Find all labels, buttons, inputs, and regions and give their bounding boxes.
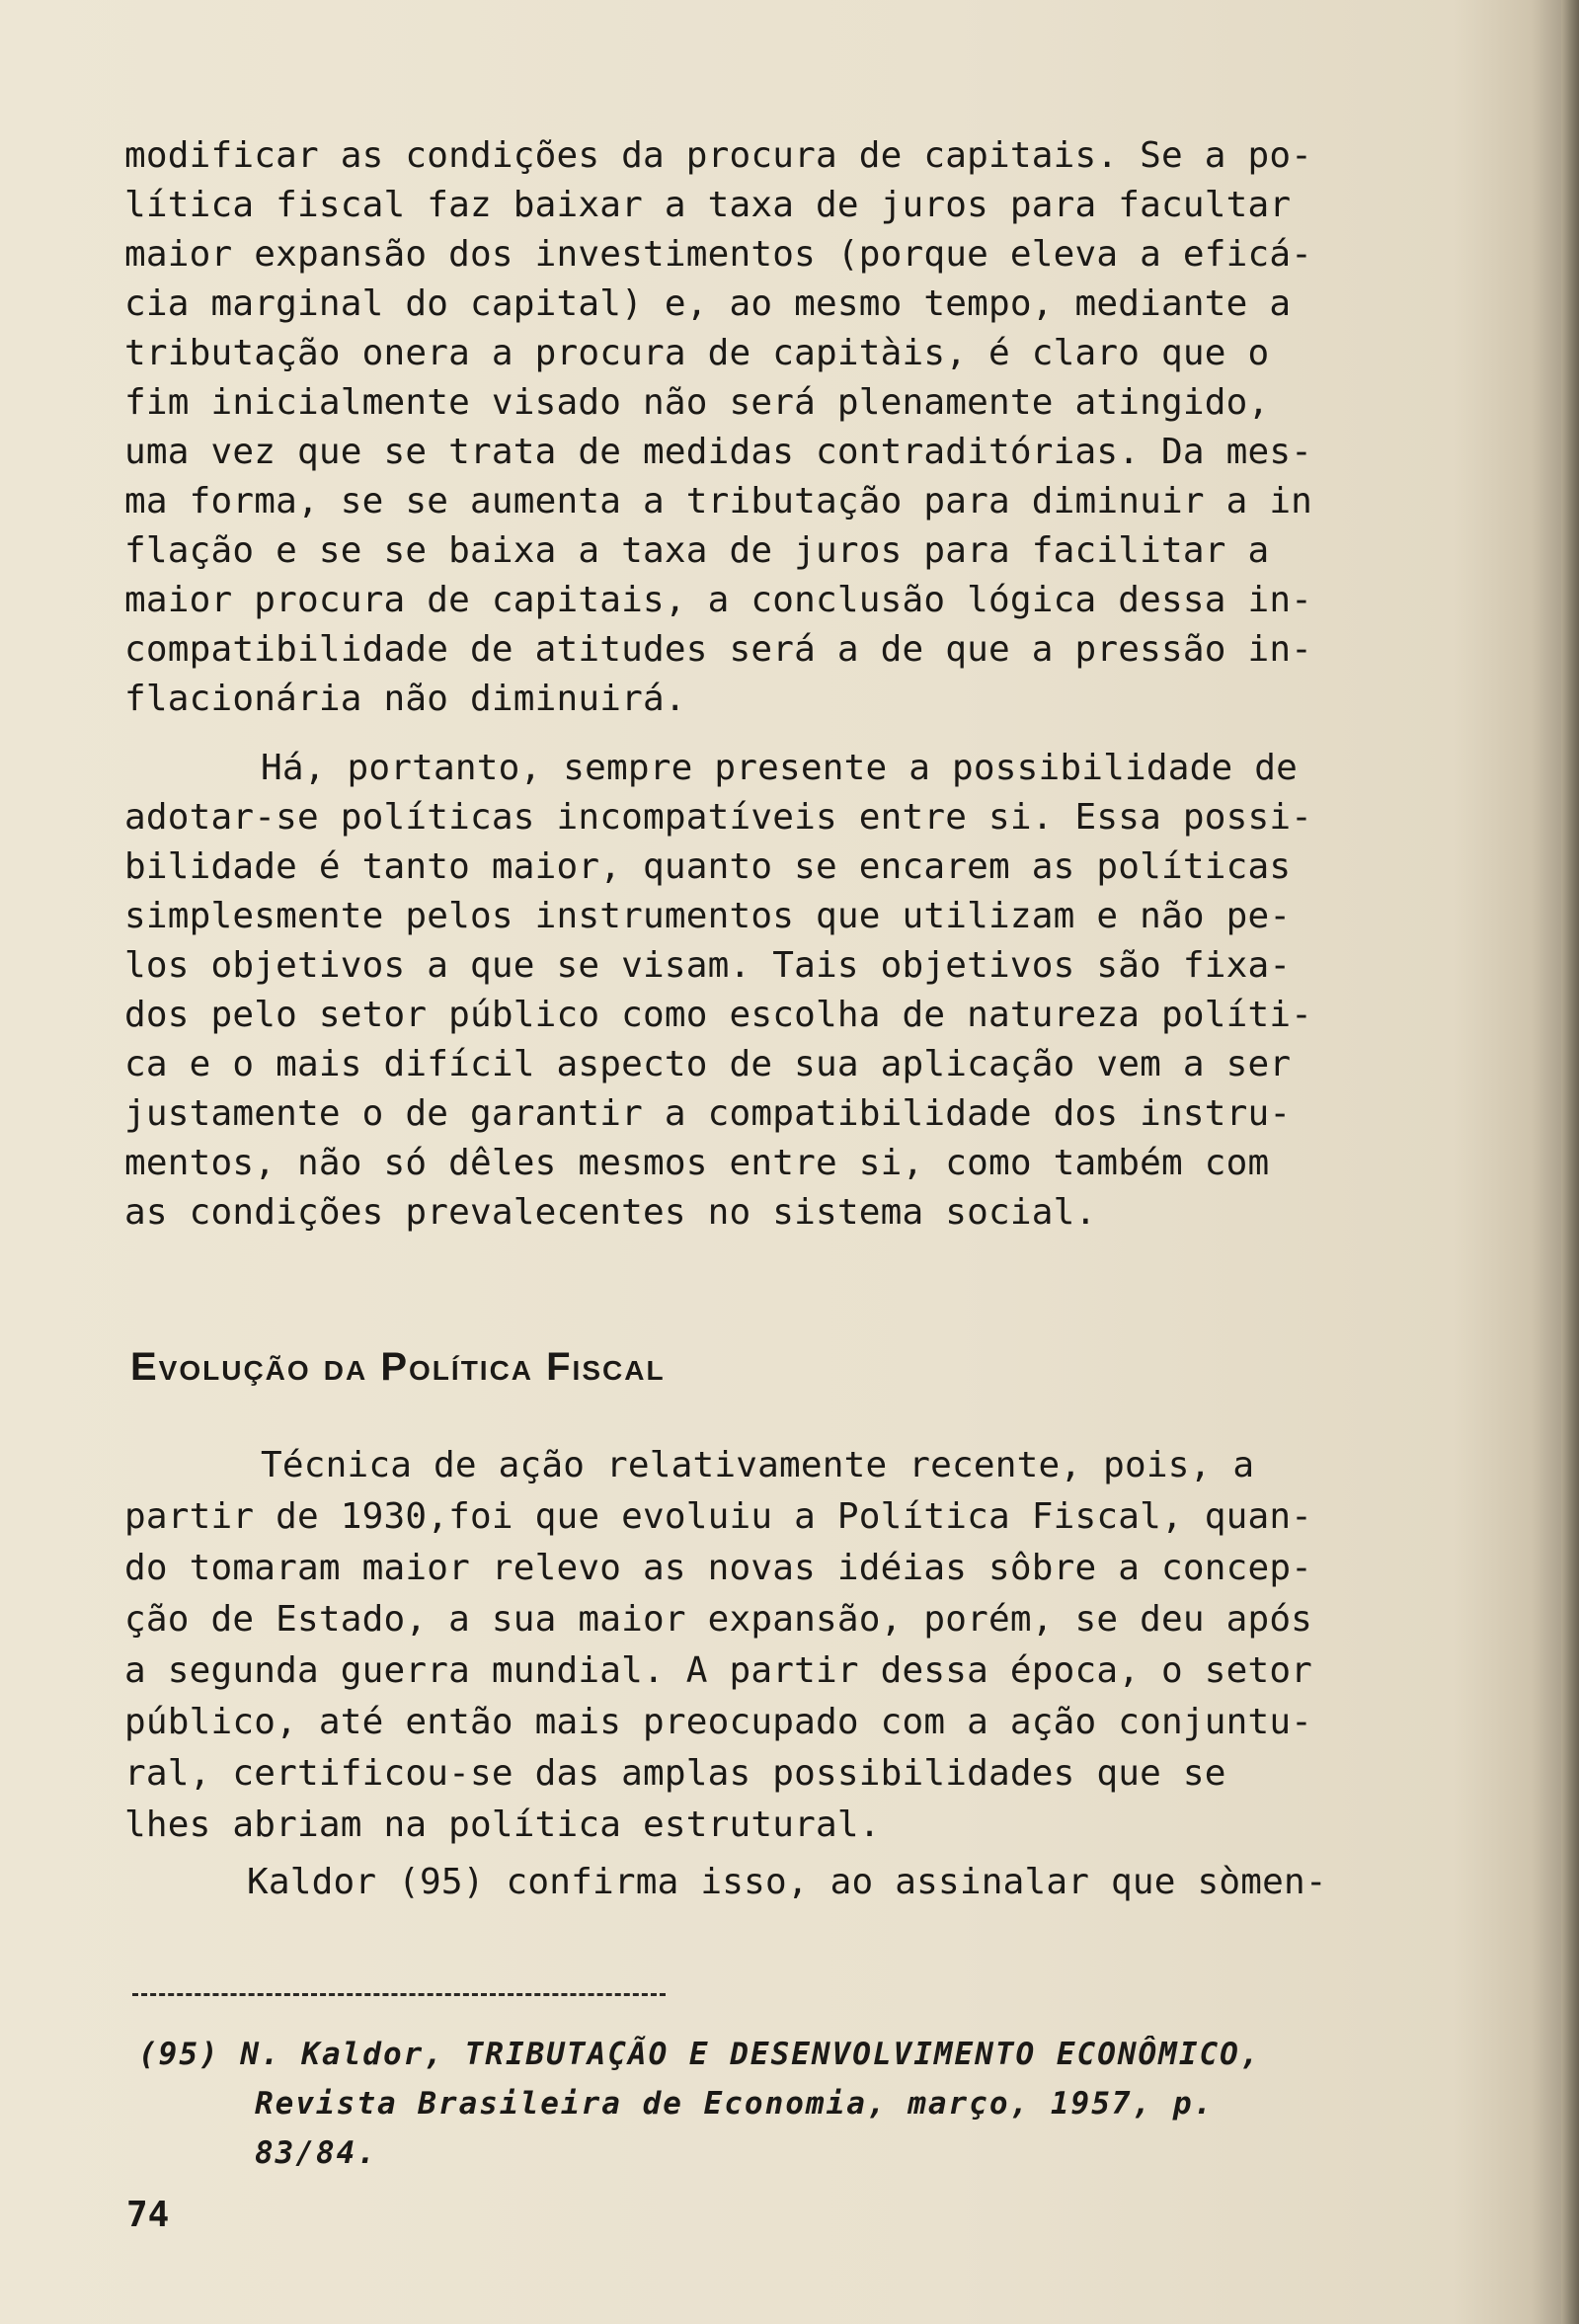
footnote-line: 83/84. (255, 2135, 377, 2171)
body-line: dos pelo setor público como escolha de natureza políti- (124, 995, 1313, 1035)
footnote-line: Revista Brasileira de Economia, março, 1957, p. (255, 2086, 1215, 2122)
body-line: as condições prevalecentes no sistema social. (124, 1192, 1097, 1233)
paragraph-start-line: Técnica de ação relativamente recente, pois, a (261, 1445, 1255, 1485)
body-line: uma vez que se trata de medidas contraditórias. Da mes- (124, 432, 1313, 472)
body-line: maior procura de capitais, a conclusão lógica dessa in- (124, 580, 1313, 620)
body-line: compatibilidade de atitudes será a de que a pressão in- (124, 629, 1313, 670)
body-line: público, até então mais preocupado com a ação conjuntu- (124, 1702, 1313, 1742)
body-line: tributação onera a procura de capitàis, é claro que o (124, 333, 1270, 373)
body-line: a segunda guerra mundial. A partir dessa época, o setor (124, 1650, 1313, 1691)
paragraph-start-line: Kaldor (95) confirma isso, ao assinalar que sòmen- (247, 1862, 1327, 1902)
body-line: los objetivos a que se visam. Tais objetivos são fixa- (124, 945, 1292, 986)
body-line: ção de Estado, a sua maior expansão, porém, se deu após (124, 1599, 1313, 1640)
section-heading: Evolução da Política Fiscal (130, 1345, 666, 1389)
body-line: adotar-se políticas incompatíveis entre si. Essa possi- (124, 797, 1313, 838)
book-spine-shadow (1561, 0, 1579, 2324)
body-line: do tomaram maior relevo as novas idéias sôbre a concep- (124, 1548, 1313, 1588)
body-line: cia marginal do capital) e, ao mesmo tempo, mediante a (124, 283, 1292, 324)
body-line: justamente o de garantir a compatibilidade dos instru- (124, 1093, 1292, 1134)
body-line: ca e o mais difícil aspecto de sua aplicação vem a ser (124, 1044, 1292, 1084)
body-line: flacionária não diminuirá. (124, 679, 686, 719)
body-line: fim inicialmente visado não será plenamente atingido, (124, 382, 1270, 423)
body-line: mentos, não só dêles mesmos entre si, como também com (124, 1143, 1270, 1183)
body-line: ma forma, se se aumenta a tributação para diminuir a in (124, 481, 1313, 521)
body-line: lhes abriam na política estrutural. (124, 1804, 881, 1845)
body-line: modificar as condições da procura de capitais. Se a po- (124, 135, 1313, 176)
body-line: simplesmente pelos instrumentos que utilizam e não pe- (124, 896, 1292, 936)
body-line: maior expansão dos investimentos (porque eleva a eficá- (124, 234, 1313, 275)
body-line: lítica fiscal faz baixar a taxa de juros para facultar (124, 185, 1292, 225)
body-line: flação e se se baixa a taxa de juros para facilitar a (124, 530, 1270, 571)
paragraph-start-line: Há, portanto, sempre presente a possibilidade de (261, 748, 1298, 788)
body-line: bilidade é tanto maior, quanto se encarem as políticas (124, 846, 1292, 887)
footnote-rule (132, 1993, 666, 1996)
footnote-line: (95) N. Kaldor, TRIBUTAÇÃO E DESENVOLVIMENTO ECONÔMICO, (138, 2037, 1261, 2072)
page-number: 74 (126, 2195, 170, 2235)
body-line: ral, certificou-se das amplas possibilidades que se (124, 1753, 1226, 1794)
body-line: partir de 1930,foi que evoluiu a Política Fiscal, quan- (124, 1496, 1313, 1537)
